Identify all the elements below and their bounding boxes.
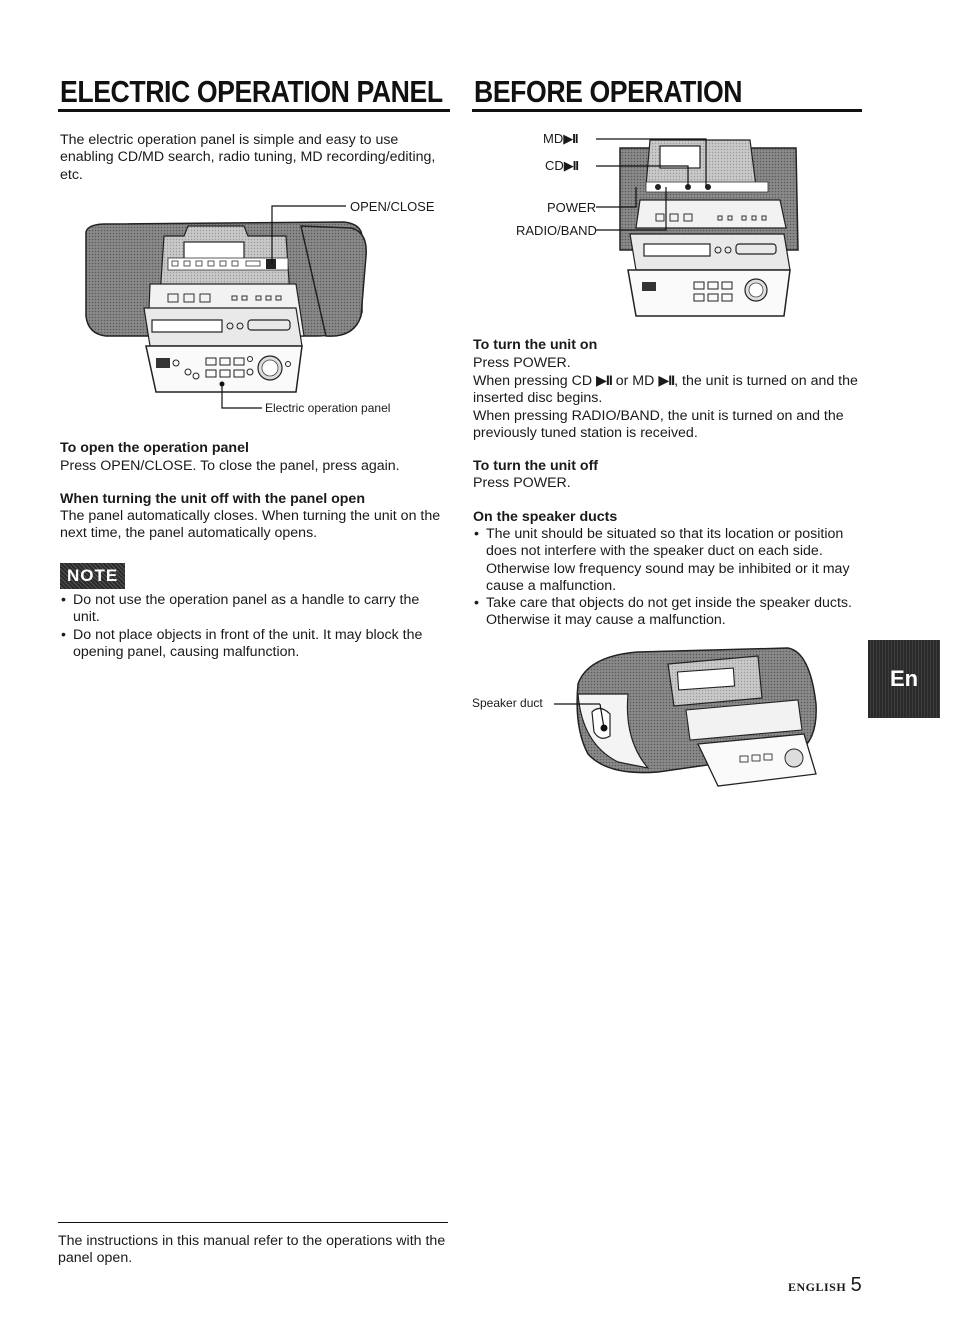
- turn-on-text-b: or MD: [611, 373, 659, 389]
- speaker-duct-illustration: [548, 644, 823, 792]
- intro-paragraph: The electric operation panel is simple and easy to use enabling CD/MD search, radio tuning, MD recording/editing, etc.: [60, 132, 436, 183]
- callout-speaker-duct: Speaker duct: [472, 696, 543, 710]
- callout-power: POWER: [547, 200, 597, 215]
- title-underline-left: [58, 109, 450, 112]
- speaker-duct-item: • The unit should be situated so that its location or position does not interfere with the speaker duct on each side. Otherwise low frequency sound may be inhibited or it may cause a malfunction.: [473, 526, 863, 595]
- heading-turn-on: To turn the unit on: [473, 337, 598, 353]
- note-item: • Do not place objects in front of the unit. It may block the opening panel, causing malfunction.: [60, 627, 440, 662]
- heading-turn-off: To turn the unit off: [473, 458, 599, 474]
- text-open-panel: Press OPEN/CLOSE. To close the panel, press again.: [60, 458, 400, 474]
- footnote-rule: [58, 1222, 448, 1223]
- text-turn-off: Press POWER.: [473, 475, 571, 491]
- note-list: [60, 592, 440, 661]
- callout-electric-panel: Electric operation panel: [265, 401, 391, 415]
- text-turning-off-panel-open: The panel automatically closes. When turning the unit on the next time, the panel automatically opens.: [60, 508, 441, 542]
- note-badge: NOTE: [60, 563, 125, 589]
- callout-cd-play: [545, 158, 578, 174]
- text-turn-on-line2: [473, 373, 858, 408]
- callout-md-label: MD: [543, 131, 564, 146]
- title-underline-right: [472, 109, 862, 112]
- page-footer: [788, 1274, 862, 1297]
- callout-cd-label: CD: [545, 158, 564, 173]
- play-pause-icon: ▶II: [563, 158, 579, 173]
- callout-radio-band: RADIO/BAND: [516, 223, 597, 238]
- footer-language: ENGLISH: [788, 1280, 847, 1294]
- callout-open-close: OPEN/CLOSE: [350, 199, 435, 214]
- section-title-electric-panel: ELECTRIC OPERATION PANEL: [60, 74, 443, 109]
- heading-speaker-ducts: On the speaker ducts: [473, 509, 618, 525]
- heading-open-panel: To open the operation panel: [60, 440, 249, 456]
- callout-md-play: [543, 131, 577, 147]
- play-pause-icon: ▶II: [658, 373, 675, 389]
- note-item: • Do not use the operation panel as a handle to carry the unit.: [60, 592, 440, 627]
- turn-on-text-c: , the unit is turned on and the inserted disc begins.: [473, 373, 858, 407]
- language-tab: En: [868, 640, 940, 718]
- section-title-before-operation: BEFORE OPERATION: [474, 74, 743, 109]
- play-pause-icon: ▶II: [596, 373, 612, 389]
- turn-on-text-a: When pressing CD: [473, 373, 597, 389]
- unit-panel-illustration: [76, 196, 456, 420]
- speaker-duct-item: • Take care that objects do not get inside the speaker ducts. Otherwise it may cause a malfunction.: [473, 595, 863, 630]
- footnote-text: The instructions in this manual refer to the operations with the panel open.: [58, 1233, 446, 1267]
- text-turn-on-line1: Press POWER.: [473, 355, 571, 371]
- callout-lines: [596, 130, 716, 240]
- play-pause-icon: ▶II: [563, 131, 578, 146]
- page-number: 5: [850, 1274, 862, 1296]
- text-turn-on-line3: When pressing RADIO/BAND, the unit is turned on and the previously tuned station is received.: [473, 408, 844, 442]
- heading-turning-off-panel-open: When turning the unit off with the panel open: [60, 491, 365, 507]
- speaker-duct-list: [473, 526, 863, 630]
